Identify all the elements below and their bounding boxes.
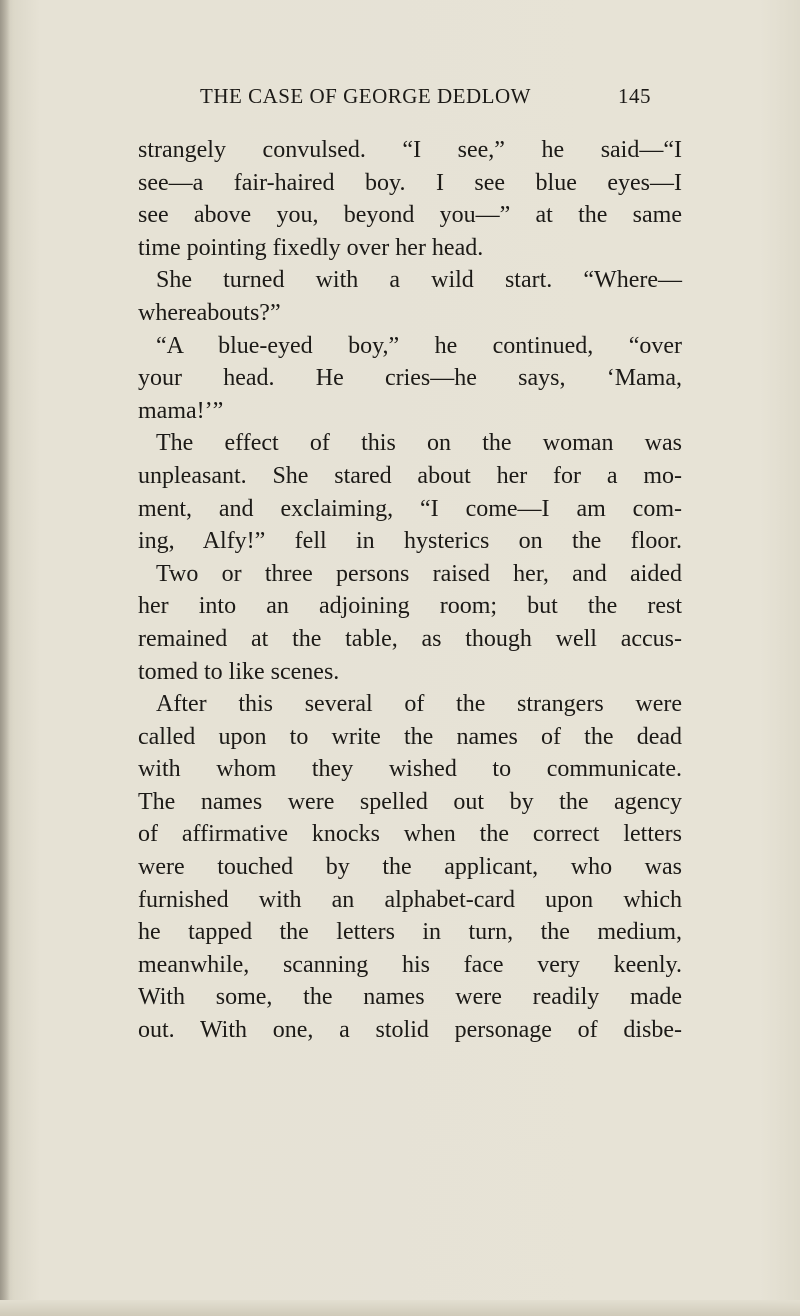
text-line: After this several of the strangers were [156, 691, 682, 718]
running-head-title: THE CASE OF GEORGE DEDLOW [200, 84, 531, 108]
text-line: The effect of this on the woman was [156, 430, 682, 457]
text-line: mama!’” [138, 397, 224, 424]
text-line: ing, Alfy!” fell in hysterics on the floor. [138, 528, 682, 555]
text-line: see—a fair-haired boy. I see blue eyes—I [138, 169, 682, 196]
text-line: meanwhile, scanning his face very keenly. [138, 951, 682, 978]
text-line: unpleasant. She stared about her for a mo- [138, 462, 682, 489]
text-line: furnished with an alphabet-card upon which [138, 886, 682, 913]
text-line: your head. He cries—he says, ‘Mama, [138, 365, 682, 392]
text-line: her into an adjoining room; but the rest [138, 593, 682, 620]
page-gutter-shadow [0, 0, 10, 1316]
text-line: time pointing fixedly over her head. [138, 234, 484, 261]
page-number: 145 [618, 84, 651, 108]
text-line: were touched by the applicant, who was [138, 854, 682, 881]
text-line: called upon to write the names of the dead [138, 723, 682, 750]
text-line: he tapped the letters in turn, the medium, [138, 919, 682, 946]
text-line: of affirmative knocks when the correct letters [138, 821, 682, 848]
text-line: She turned with a wild start. “Where— [156, 267, 682, 294]
text-line: Two or three persons raised her, and aided [156, 560, 682, 587]
body-text [138, 134, 682, 1047]
text-line: tomed to like scenes. [138, 658, 340, 685]
text-line: with whom they wished to communicate. [138, 756, 682, 783]
text-line: out. With one, a stolid personage of disbe- [138, 1017, 682, 1044]
text-line: With some, the names were readily made [138, 984, 682, 1011]
text-line: see above you, beyond you—” at the same [138, 202, 682, 229]
text-line: whereabouts?” [138, 299, 281, 326]
page-bottom-edge [0, 1300, 800, 1316]
text-line: ment, and exclaiming, “I come—I am com- [138, 495, 682, 522]
running-head [170, 84, 670, 114]
text-line: remained at the table, as though well accus- [138, 625, 682, 652]
text-line: The names were spelled out by the agency [138, 788, 682, 815]
text-line: strangely convulsed. “I see,” he said—“I [138, 137, 682, 163]
text-line: “A blue-eyed boy,” he continued, “over [156, 332, 682, 359]
